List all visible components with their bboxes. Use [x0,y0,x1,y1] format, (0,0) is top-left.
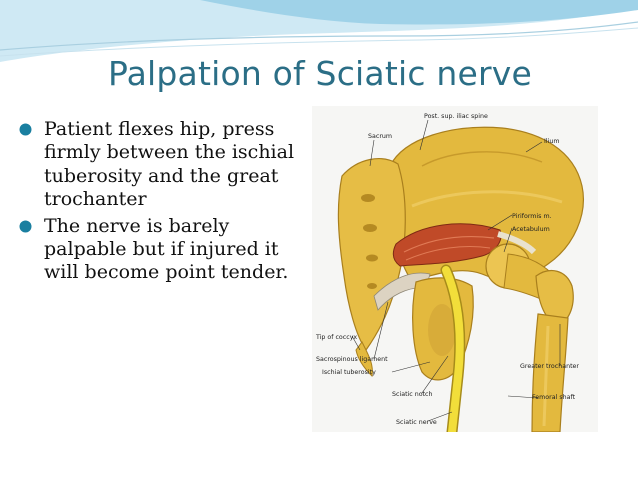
label-acetabulum: Acetabulum [512,226,550,233]
label-ischial-tuberosity: Ischial tuberosity [322,369,376,376]
label-sciatic-notch: Sciatic notch [392,391,433,398]
slide-title: Palpation of Sciatic nerve [107,54,533,93]
label-sacrospinous-ligament: Sacrospinous ligament [316,356,388,363]
bullet-item [18,118,308,212]
label-sacrum: Sacrum [368,133,393,140]
bullet-item [18,215,308,285]
bullet-icon [19,123,32,136]
label-tip-of-coccyx: Tip of coccyx [316,334,358,341]
bullet-text: The nerve is barely palpable but if injured it will become point tender. [44,214,289,284]
label-femoral-shaft: Femoral shaft [532,394,576,401]
bullet-text: Patient flexes hip, press firmly between the ischial tuberosity and the great trochanter [44,118,295,211]
label-ilium: Ilium [544,138,560,145]
label-greater-trochanter: Greater trochanter [520,363,580,370]
bullet-icon [19,220,32,233]
label-sciatic-nerve: Sciatic nerve [396,419,437,426]
pelvis-anatomy-illustration [312,106,598,432]
label-piriformis: Piriformis m. [512,213,552,220]
bullet-list [18,118,308,288]
label-post-sup-iliac-spine: Post. sup. iliac spine [424,113,488,120]
